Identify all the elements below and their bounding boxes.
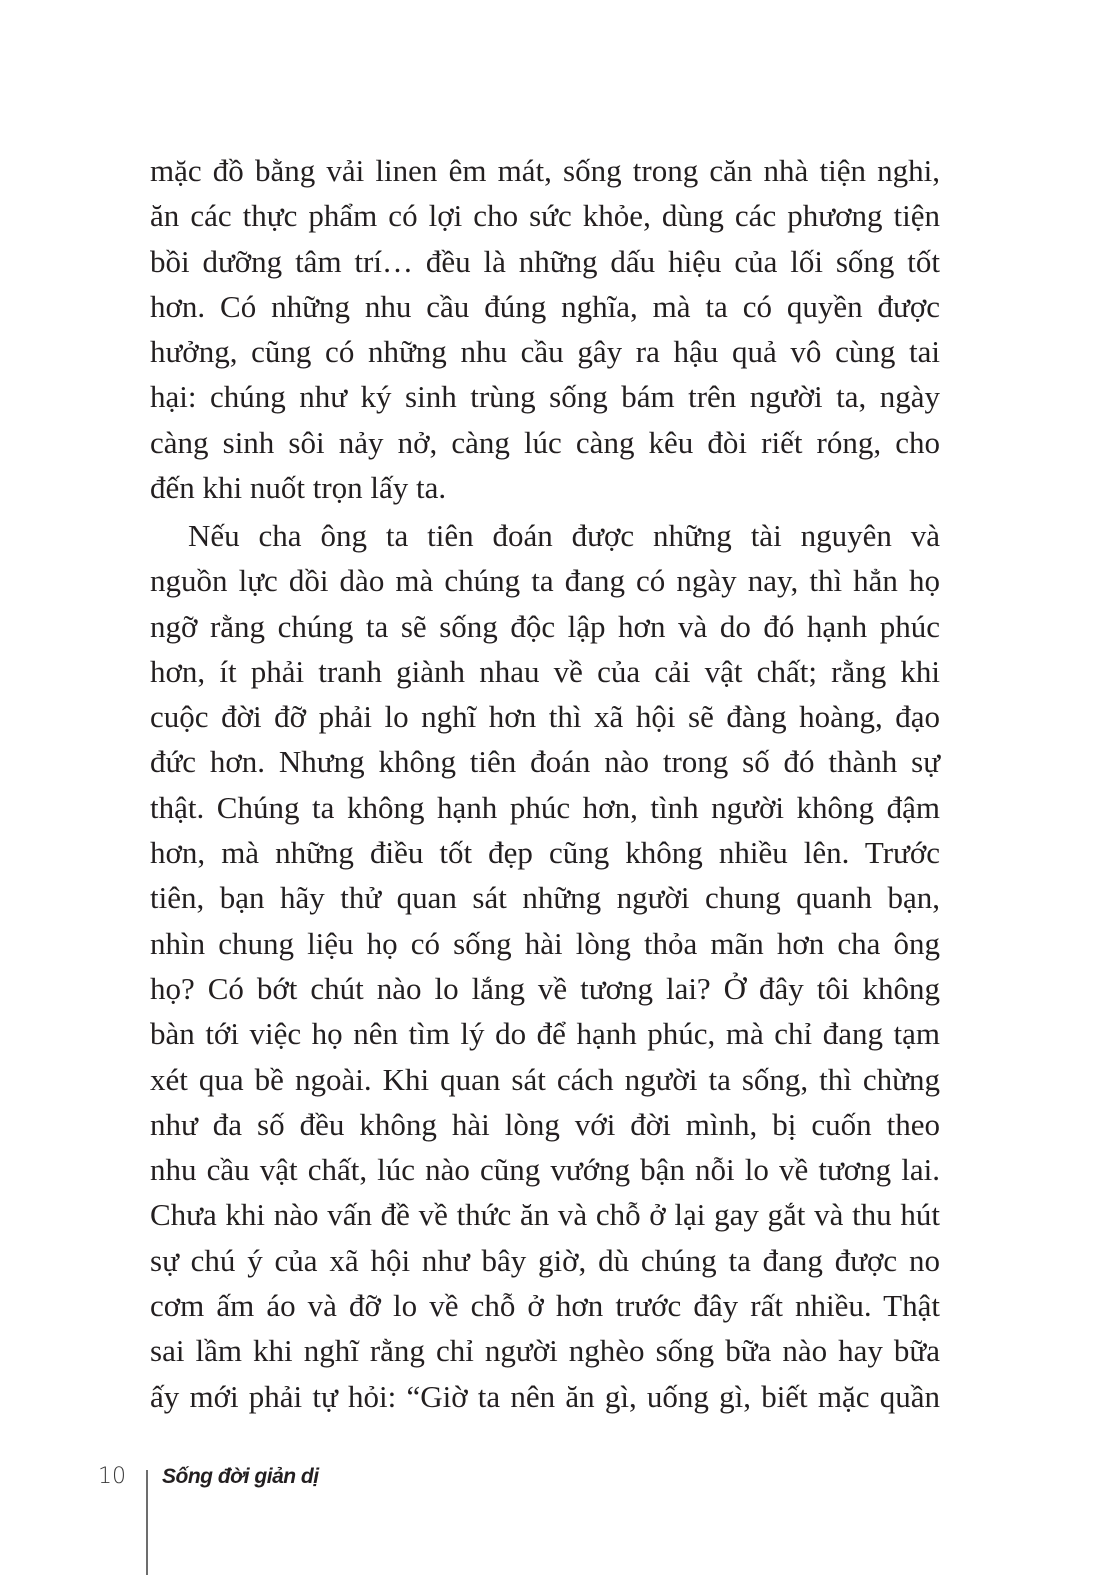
text-line: đức hơn. Nhưng không tiên đoán nào trong số đó thành sự (150, 744, 940, 780)
paragraph-1 (150, 148, 940, 510)
text-line: họ? Có bớt chút nào lo lắng về tương lai? Ở đây tôi không (150, 970, 940, 1006)
text-line: xét qua bề ngoài. Khi quan sát cách người ta sống, thì chừng (150, 1061, 940, 1097)
text-line: thật. Chúng ta không hạnh phúc hơn, tình người không đậm (150, 789, 940, 825)
page-number: 10 (98, 1464, 126, 1489)
text-line: ấy mới phải tự hỏi: “Giờ ta nên ăn gì, uống gì, biết mặc quần (150, 1378, 940, 1414)
text-line: cơm ấm áo và đỡ lo về chỗ ở hơn trước đây rất nhiều. Thật (150, 1288, 940, 1324)
text-line: ăn các thực phẩm có lợi cho sức khỏe, dùng các phương tiện (150, 198, 940, 234)
text-line: Nếu cha ông ta tiên đoán được những tài nguyên và (188, 518, 940, 553)
text-line: hại: chúng như ký sinh trùng sống bám trên người ta, ngày (150, 379, 940, 415)
text-line: hơn, mà những điều tốt đẹp cũng không nhiều lên. Trước (150, 835, 940, 871)
text-line: sự chú ý của xã hội như bây giờ, dù chúng ta đang được no (150, 1242, 940, 1278)
text-line: Chưa khi nào vấn đề về thức ăn và chỗ ở lại gay gắt và thu hút (150, 1197, 940, 1233)
text-line: hơn, ít phải tranh giành nhau về của cải vật chất; rằng khi (150, 653, 940, 689)
text-line: hưởng, cũng có những nhu cầu gây ra hậu quả vô cùng tai (150, 334, 940, 370)
text-line: sai lầm khi nghĩ rằng chỉ người nghèo sống bữa nào hay bữa (150, 1333, 940, 1369)
text-line: đến khi nuốt trọn lấy ta. (150, 470, 447, 506)
text-line: mặc đồ bằng vải linen êm mát, sống trong căn nhà tiện nghi, (150, 153, 940, 188)
paragraph-2 (150, 513, 940, 1419)
text-line: bồi dưỡng tâm trí… đều là những dấu hiệu của lối sống tốt (150, 243, 940, 279)
text-line: nguồn lực dồi dào mà chúng ta đang có ngày nay, thì hẳn họ (150, 563, 940, 599)
text-line: càng sinh sôi nảy nở, càng lúc càng kêu đòi riết róng, cho (150, 424, 940, 460)
text-line: hơn. Có những nhu cầu đúng nghĩa, mà ta có quyền được (150, 288, 940, 324)
text-line: tiên, bạn hãy thử quan sát những người chung quanh bạn, (150, 880, 940, 916)
text-line: cuộc đời đỡ phải lo nghĩ hơn thì xã hội sẽ đàng hoàng, đạo (150, 699, 940, 735)
footer-divider (146, 1470, 148, 1575)
text-line: nhu cầu vật chất, lúc nào cũng vướng bận nỗi lo về tương lai. (150, 1152, 940, 1188)
text-line: ngỡ rằng chúng ta sẽ sống độc lập hơn và do đó hạnh phúc (150, 608, 940, 644)
text-line: nhìn chung liệu họ có sống hài lòng thỏa mãn hơn cha ông (150, 925, 940, 961)
running-title: Sống đời giản dị (162, 1465, 319, 1488)
text-line: như đa số đều không hài lòng với đời mình, bị cuốn theo (150, 1106, 940, 1142)
text-line: bàn tới việc họ nên tìm lý do để hạnh phúc, mà chỉ đang tạm (150, 1016, 940, 1052)
